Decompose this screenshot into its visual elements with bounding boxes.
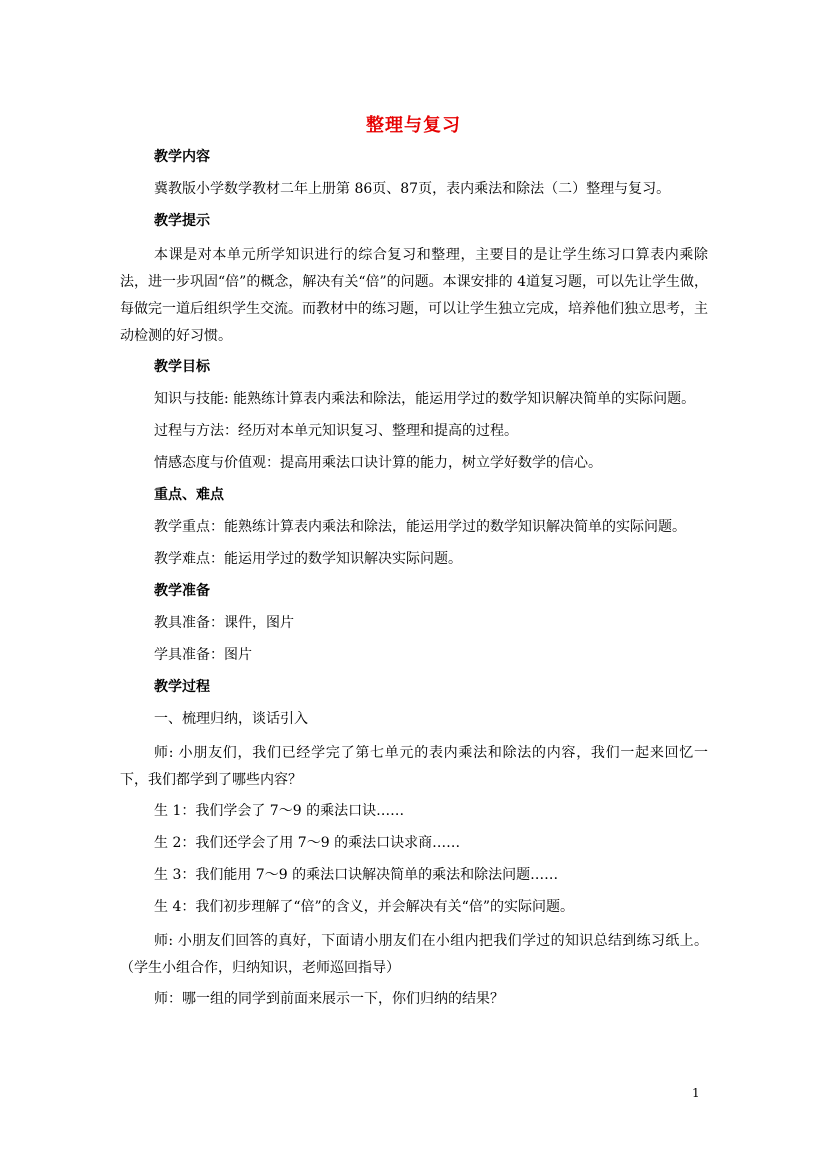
teacher-preparation: 教具准备：课件，图片 bbox=[154, 615, 294, 631]
process-student-2: 生 2：我们还学会了用 7～9 的乘法口诀求商…… bbox=[154, 835, 461, 851]
difficult-point: 教学难点：能运用学过的数学知识解决实际问题。 bbox=[154, 551, 462, 567]
key-point: 教学重点：能熟练计算表内乘法和除法，能运用学过的数学知识解决简单的实际问题。 bbox=[154, 519, 686, 535]
paragraph-content: 冀教版小学数学教材二年上册第 86页、87页，表内乘法和除法（二）整理与复习。 bbox=[154, 181, 671, 197]
heading-key-points: 重点、难点 bbox=[154, 487, 224, 503]
process-student-1: 生 1：我们学会了 7～9 的乘法口诀…… bbox=[154, 803, 405, 819]
page-title: 整理与复习 bbox=[366, 115, 461, 136]
heading-content: 教学内容 bbox=[154, 149, 210, 165]
heading-process: 教学过程 bbox=[154, 679, 210, 695]
process-teacher-show: 师：哪一组的同学到前面来展示一下，你们归纳的结果？ bbox=[154, 991, 504, 1007]
goal-knowledge: 知识与技能: 能熟练计算表内乘法和除法，能运用学过的数学知识解决简单的实际问题。 bbox=[154, 391, 696, 407]
page-number: 1 bbox=[692, 1086, 700, 1100]
goal-attitude: 情感态度与价值观：提高用乘法口诀计算的能力，树立学好数学的信心。 bbox=[154, 455, 602, 471]
process-teacher-question: 师: 小朋友们，我们已经学完了第七单元的表内乘法和除法的内容，我们一起来回忆一下，我们都学到了哪些内容？ bbox=[120, 745, 708, 788]
process-student-3: 生 3：我们能用 7～9 的乘法口诀解决简单的乘法和除法问题…… bbox=[154, 867, 559, 883]
process-teacher-summary: 师: 小朋友们回答的真好，下面请小朋友们在小组内把我们学过的知识总结到练习纸上。（学生小组合作，归纳知识，老师巡回指导） bbox=[120, 933, 708, 976]
heading-tips: 教学提示 bbox=[154, 213, 210, 229]
heading-goals: 教学目标 bbox=[154, 359, 210, 375]
student-preparation: 学具准备：图片 bbox=[154, 647, 252, 663]
goal-process: 过程与方法：经历对本单元知识复习、整理和提高的过程。 bbox=[154, 423, 518, 439]
paragraph-tips: 本课是对本单元所学知识进行的综合复习和整理，主要目的是让学生练习口算表内乘除法，进一步巩固“倍”的概念，解决有关“倍”的问题。本课安排的 4道复习题，可以先让学生做，每做完一道后组织学生交流。而教材中的练习题，可以让学生独立完成，培养他们独立思考，主动检测的好习惯。 bbox=[120, 247, 708, 344]
heading-preparation: 教学准备 bbox=[154, 583, 210, 599]
process-step-1: 一、梳理归纳，谈话引入 bbox=[154, 711, 308, 727]
process-student-4: 生 4：我们初步理解了“倍”的含义，并会解决有关“倍”的实际问题。 bbox=[154, 899, 574, 915]
document-body bbox=[120, 146, 708, 1020]
